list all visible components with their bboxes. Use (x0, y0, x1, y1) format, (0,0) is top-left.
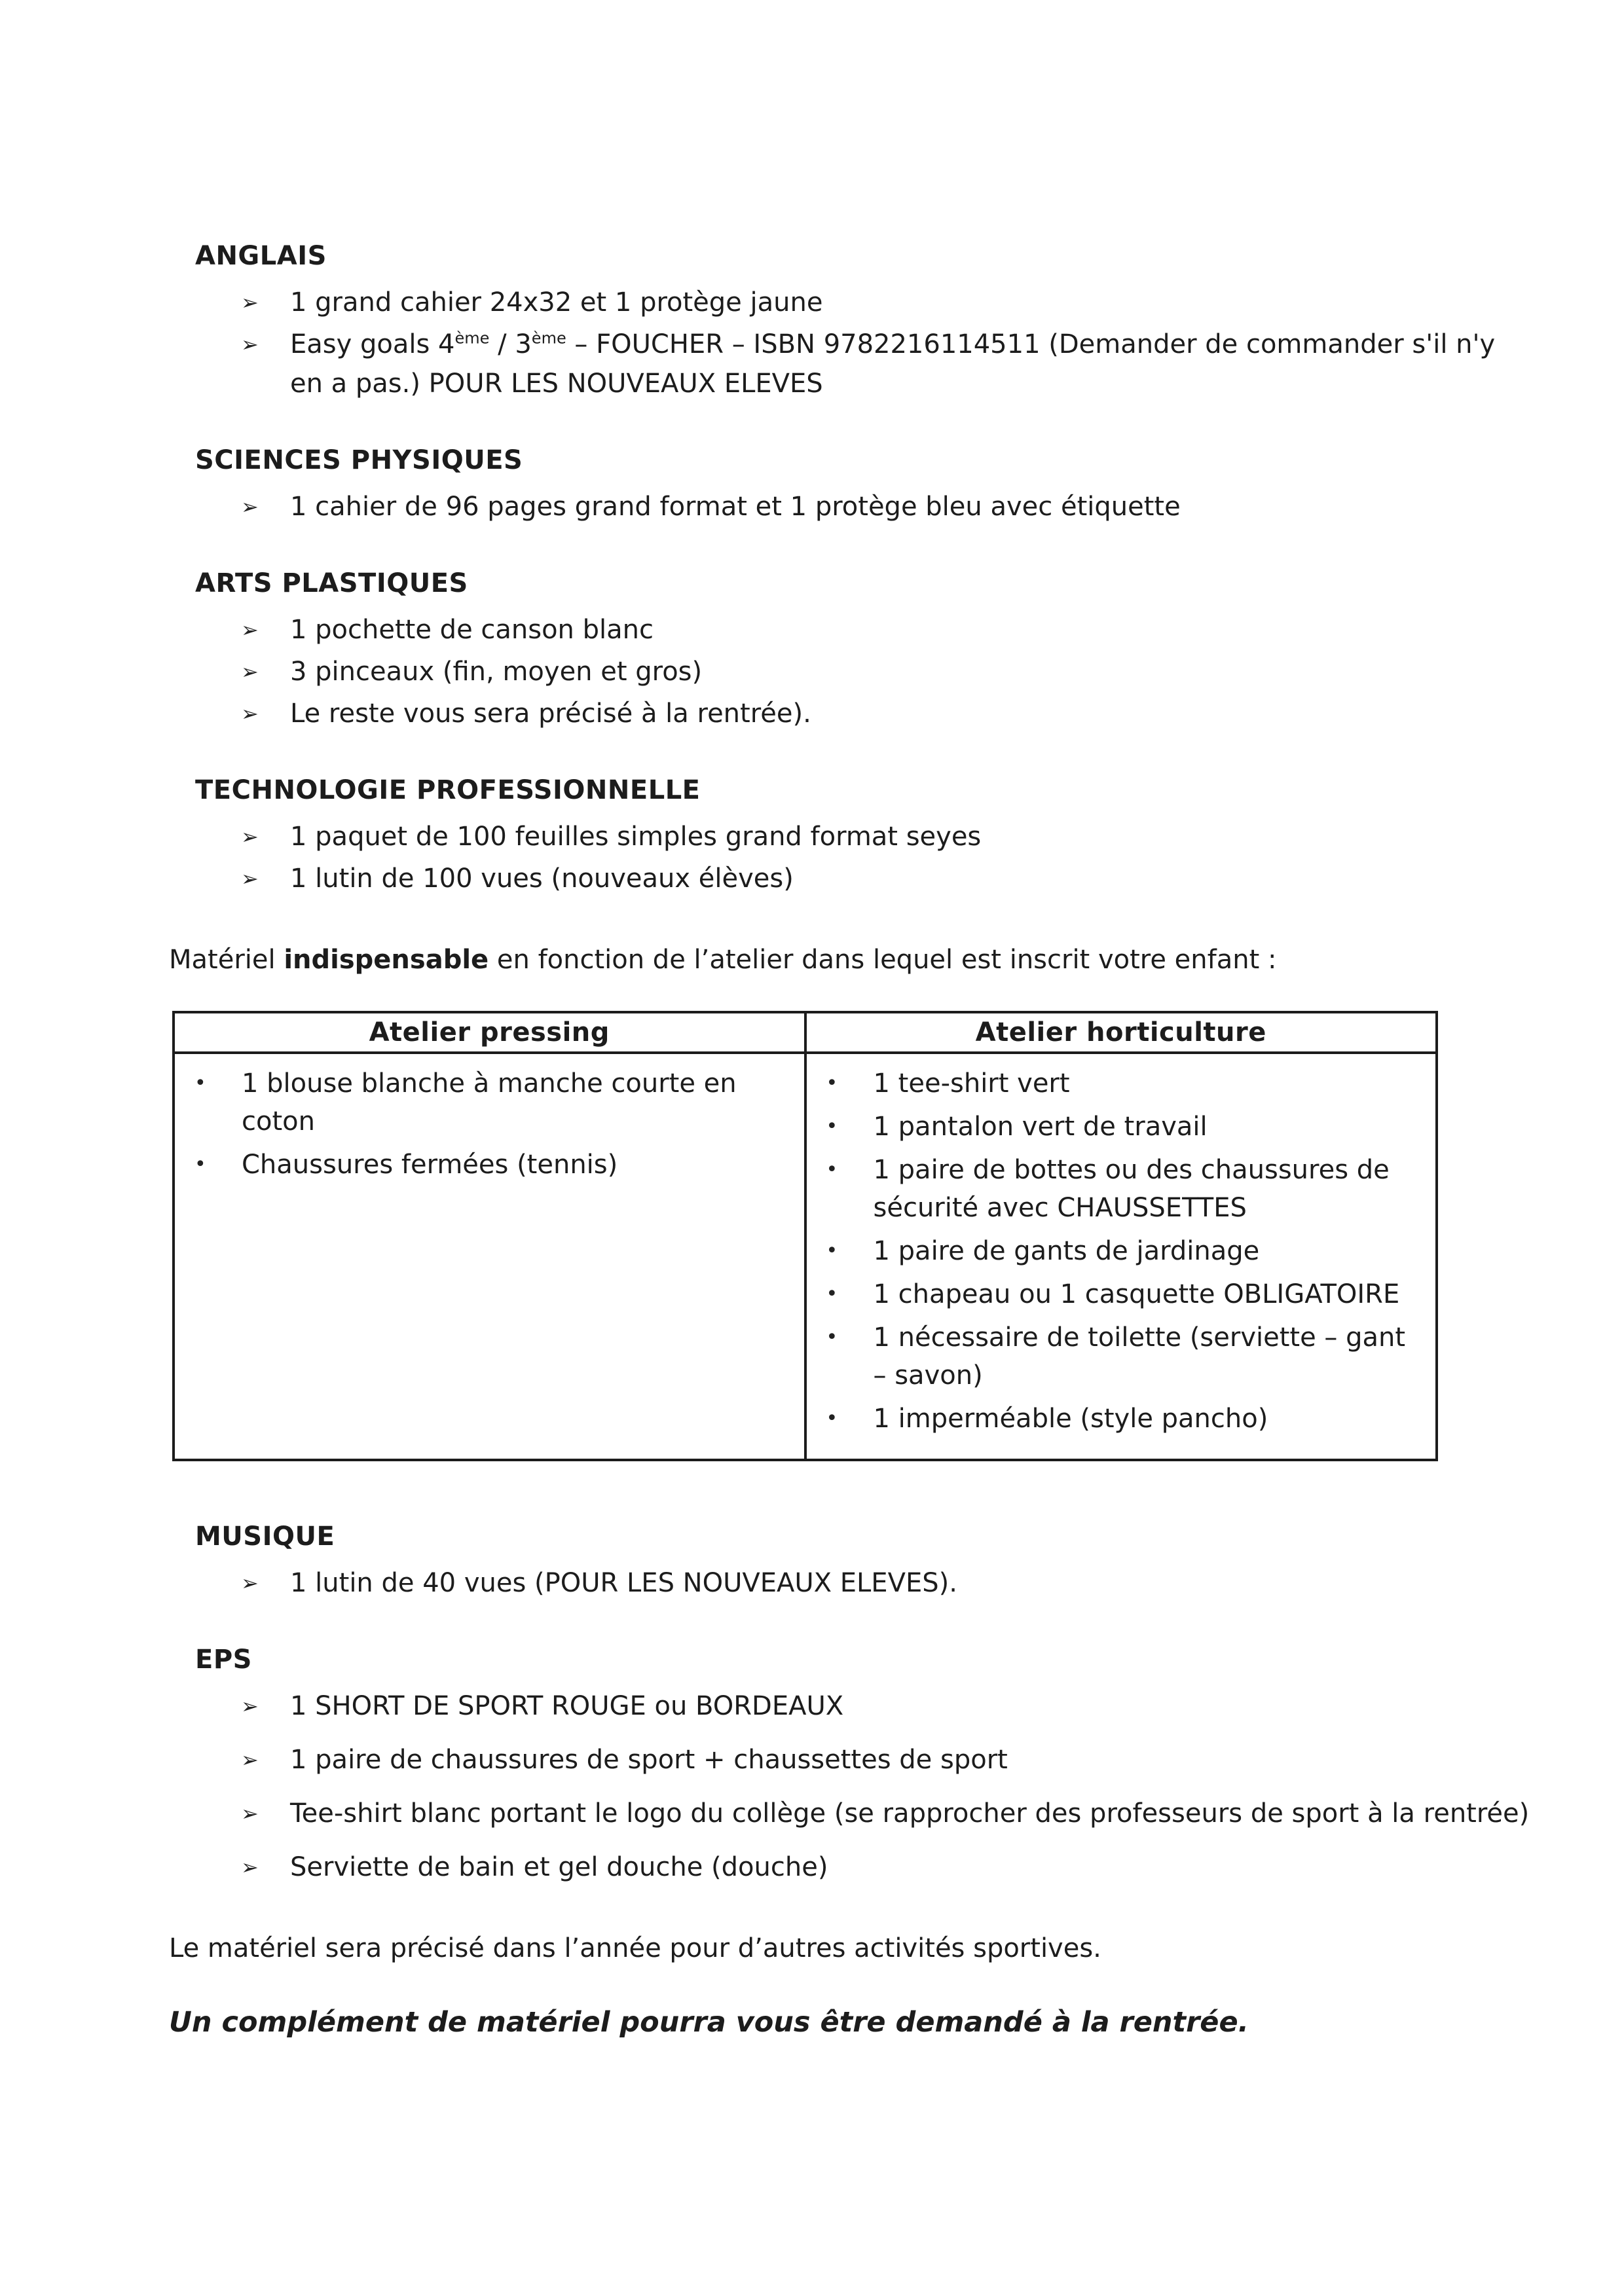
section-title-arts: ARTS PLASTIQUES (195, 568, 468, 598)
arrow-bullet-icon: ➢ (241, 1571, 259, 1595)
item-text: 1 cahier de 96 pages grand format et 1 protège bleu avec étiquette (290, 492, 1181, 522)
item-text: Le reste vous sera précisé à la rentrée). (290, 699, 811, 729)
list-item (241, 325, 1532, 403)
item-text: 1 pantalon vert de travail (873, 1112, 1208, 1142)
table-cell-pressing (174, 1053, 805, 1460)
table-header-pressing: Atelier pressing (174, 1012, 805, 1053)
item-text: 1 paire de chaussures de sport + chaussettes de sport (290, 1745, 1008, 1775)
intro-text-part: en fonction de l’atelier dans lequel est inscrit votre enfant : (489, 945, 1277, 975)
table-list-item (194, 1146, 791, 1184)
intro-text-part: Matériel (169, 945, 284, 975)
table-list-item (826, 1400, 1423, 1438)
section-title-anglais: ANGLAIS (195, 241, 327, 271)
section-eps (195, 1645, 1532, 1887)
item-text-part: / 3 (489, 329, 532, 359)
arrow-bullet-icon: ➢ (241, 824, 259, 849)
item-text: 1 paire de gants de jardinage (873, 1236, 1260, 1266)
dot-bullet-icon: • (826, 1407, 838, 1430)
item-text: 1 lutin de 100 vues (nouveaux élèves) (290, 864, 794, 894)
closing-note: Un complément de matériel pourra vous être demandé à la rentrée. (169, 2006, 1249, 2039)
item-text: Serviette de bain et gel douche (douche) (290, 1852, 828, 1882)
intro-paragraph (169, 940, 1532, 979)
list-item (241, 1686, 1532, 1726)
list-item (241, 817, 1532, 856)
bullet-list-musique (195, 1563, 1532, 1603)
dot-bullet-icon: • (826, 1239, 838, 1262)
table-cell-horticulture (805, 1053, 1437, 1460)
arrow-bullet-icon: ➢ (241, 617, 259, 642)
item-text: Tee-shirt blanc portant le logo du collège (se rapprocher des professeurs de sport à la rentrée) (290, 1798, 1530, 1829)
table-list-item (194, 1065, 791, 1140)
item-text: 1 imperméable (style pancho) (873, 1404, 1268, 1434)
table-list-item (826, 1232, 1423, 1270)
arrow-bullet-icon: ➢ (241, 332, 259, 357)
item-text: 1 paire de bottes ou des chaussures de sécurité avec CHAUSSETTES (873, 1155, 1390, 1223)
arrow-bullet-icon: ➢ (241, 1801, 259, 1826)
dot-bullet-icon: • (826, 1283, 838, 1305)
section-musique (195, 1522, 1532, 1603)
arrow-bullet-icon: ➢ (241, 290, 259, 315)
list-item (241, 1563, 1532, 1603)
bullet-list-eps (195, 1686, 1532, 1887)
item-text: 1 blouse blanche à manche courte en coton (242, 1068, 737, 1137)
arrow-bullet-icon: ➢ (241, 494, 259, 519)
item-text: 1 chapeau ou 1 casquette OBLIGATOIRE (873, 1279, 1400, 1309)
list-item (241, 694, 1532, 733)
table-list-item (826, 1151, 1423, 1227)
list-item (241, 1794, 1532, 1833)
section-title-technologie: TECHNOLOGIE PROFESSIONNELLE (195, 775, 701, 805)
bullet-list-arts (195, 610, 1532, 733)
item-text (290, 325, 1532, 403)
item-text: 1 SHORT DE SPORT ROUGE ou BORDEAUX (290, 1691, 844, 1721)
item-text: 1 tee-shirt vert (873, 1068, 1070, 1099)
arrow-bullet-icon: ➢ (241, 1747, 259, 1772)
item-text: 1 pochette de canson blanc (290, 615, 654, 645)
section-sciences-physiques (195, 445, 1532, 526)
dot-bullet-icon: • (826, 1072, 838, 1095)
table-list-item (826, 1275, 1423, 1313)
section-technologie-professionnelle (195, 775, 1532, 898)
item-text: Chaussures fermées (tennis) (242, 1150, 618, 1180)
item-text: 3 pinceaux (fin, moyen et gros) (290, 657, 703, 687)
superscript: ème (531, 329, 566, 348)
supplies-table (172, 1011, 1438, 1461)
superscript: ème (454, 329, 490, 348)
dot-bullet-icon: • (826, 1115, 838, 1138)
table-list-item (826, 1319, 1423, 1394)
list-item (241, 652, 1532, 691)
item-text: 1 paquet de 100 feuilles simples grand format seyes (290, 822, 982, 852)
item-text-part: Easy goals 4 (290, 329, 455, 359)
item-text: 1 lutin de 40 vues (POUR LES NOUVEAUX ELEVES). (290, 1568, 957, 1598)
table-list-item (826, 1108, 1423, 1146)
arrow-bullet-icon: ➢ (241, 1855, 259, 1880)
dot-bullet-icon: • (194, 1153, 206, 1176)
horticulture-item-list (826, 1065, 1423, 1438)
dot-bullet-icon: • (826, 1326, 838, 1349)
section-title-sciences: SCIENCES PHYSIQUES (195, 445, 523, 475)
dot-bullet-icon: • (826, 1158, 838, 1181)
item-text: 1 nécessaire de toilette (serviette – gant – savon) (873, 1322, 1406, 1391)
list-item (241, 859, 1532, 898)
section-anglais (195, 241, 1532, 403)
list-item (241, 610, 1532, 649)
list-item (241, 1848, 1532, 1887)
table-list-item (826, 1065, 1423, 1102)
arrow-bullet-icon: ➢ (241, 701, 259, 726)
list-item (241, 487, 1532, 526)
section-title-eps: EPS (195, 1645, 252, 1675)
item-text-part: – FOUCHER – ISBN 9782216114511 (Demander de commander s'il n'y en a pas.) POUR LES NOUVEAUX ELEVES (290, 329, 1496, 399)
arrow-bullet-icon: ➢ (241, 866, 259, 891)
bullet-list-anglais (195, 283, 1532, 403)
table-header-horticulture: Atelier horticulture (805, 1012, 1437, 1053)
arrow-bullet-icon: ➢ (241, 659, 259, 684)
bullet-list-sciences (195, 487, 1532, 526)
pressing-item-list (194, 1065, 791, 1184)
bullet-list-technologie (195, 817, 1532, 898)
item-text: 1 grand cahier 24x32 et 1 protège jaune (290, 287, 823, 318)
intro-bold-word: indispensable (284, 945, 489, 975)
section-arts-plastiques (195, 568, 1532, 733)
table-header-row (174, 1012, 1437, 1053)
arrow-bullet-icon: ➢ (241, 1694, 259, 1719)
dot-bullet-icon: • (194, 1072, 206, 1095)
list-item (241, 283, 1532, 322)
list-item (241, 1740, 1532, 1779)
section-title-musique: MUSIQUE (195, 1522, 335, 1552)
footer-note: Le matériel sera précisé dans l’année pour d’autres activités sportives. (169, 1933, 1101, 1963)
table-body-row (174, 1053, 1437, 1460)
